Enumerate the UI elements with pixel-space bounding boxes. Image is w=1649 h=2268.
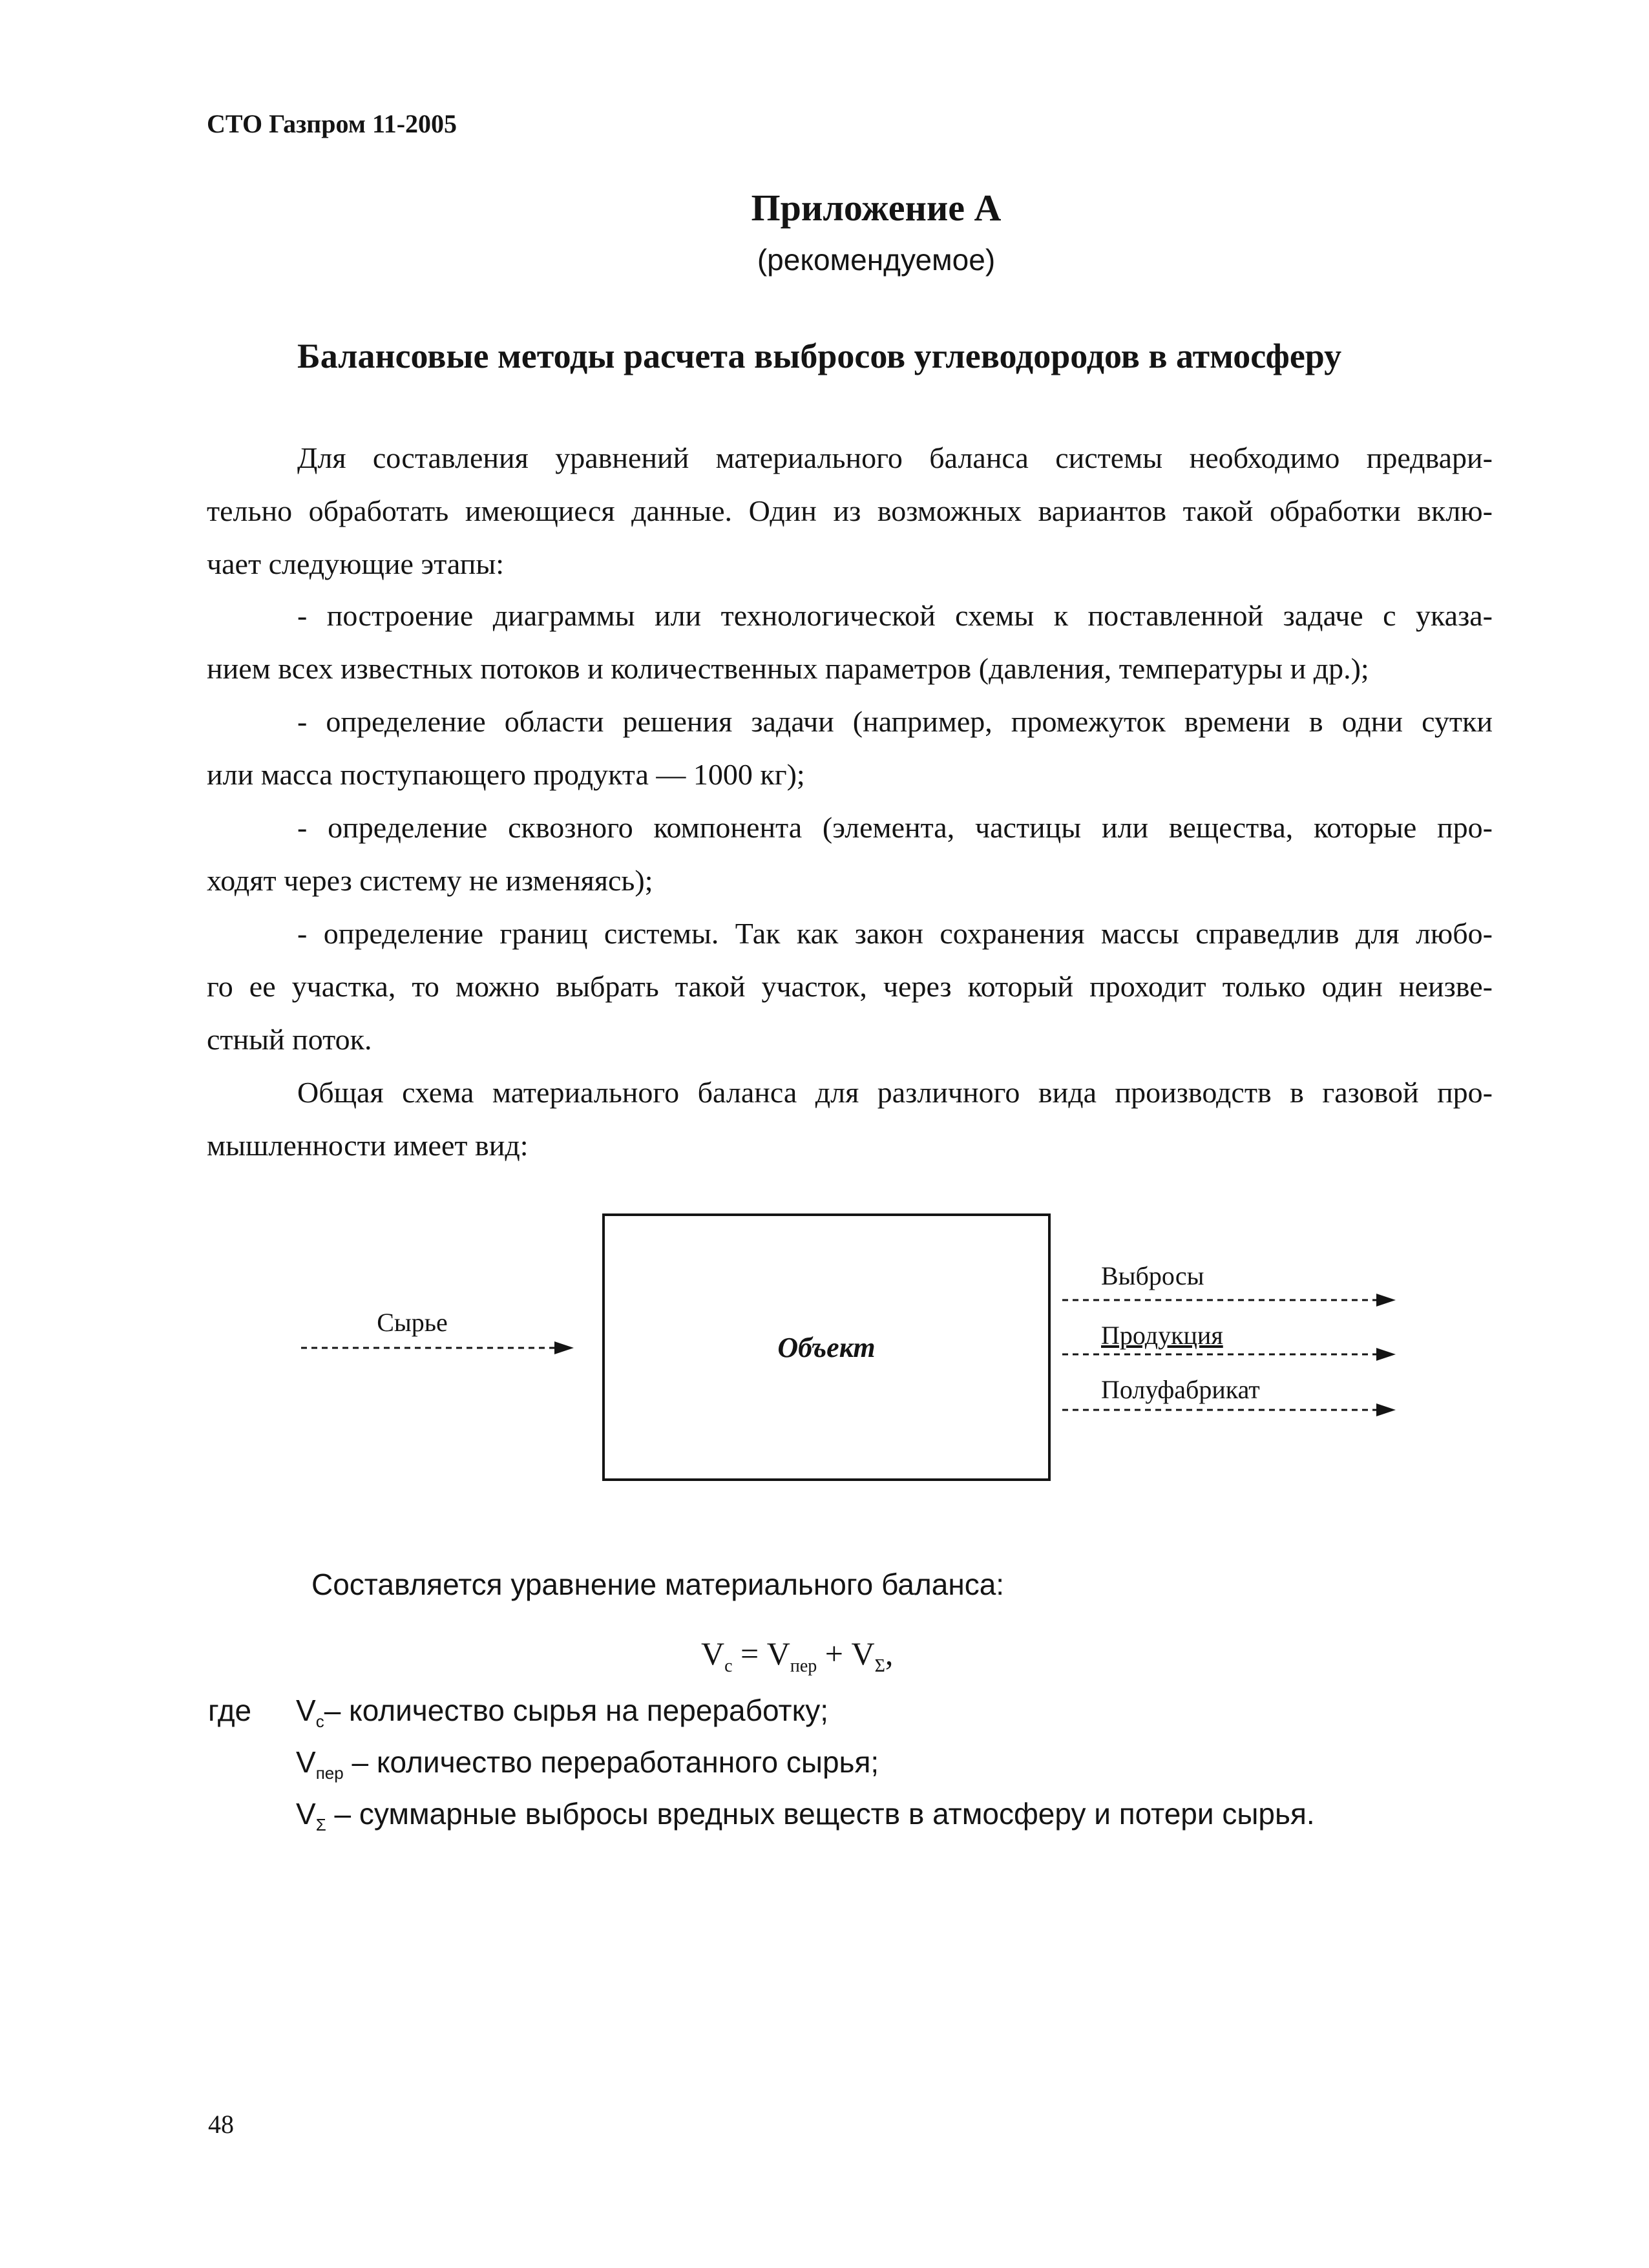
def-symbol: V <box>296 1694 316 1727</box>
eq-term: V <box>851 1635 875 1672</box>
scheme-intro-line: мышленности имеет вид: <box>207 1129 529 1162</box>
def-text: – количество сырья на переработку; <box>324 1694 829 1727</box>
output-arrowhead-icon <box>1376 1294 1396 1307</box>
scheme-intro-paragraph <box>207 1066 1493 1172</box>
eq-subscript: Σ <box>874 1656 885 1676</box>
input-label: Сырье <box>377 1308 448 1337</box>
output-arrowhead-icon <box>1376 1348 1396 1361</box>
step-item <box>207 907 1493 1066</box>
output-label: Продукция <box>1101 1321 1223 1350</box>
eq-punct: , <box>885 1635 894 1672</box>
where-word: где <box>208 1694 252 1727</box>
step-line: нием всех известных потоков и количественных параметров (давления, температуры и др.); <box>207 652 1369 685</box>
output-arrowhead-icon <box>1376 1403 1396 1416</box>
material-balance-diagram <box>284 1202 1422 1499</box>
output-label: Полуфабрикат <box>1101 1375 1260 1404</box>
definition-row <box>296 1745 879 1783</box>
def-subscript: Σ <box>315 1815 326 1835</box>
intro-line: тельно обработать имеющиеся данные. Один из возможных вариантов такой обработки вклю- <box>207 494 1493 527</box>
step-line: или масса поступающего продукта — 1000 кг); <box>207 758 805 791</box>
step-line: - определение области решения задачи (например, промежуток времени в одни сутки <box>297 705 1493 738</box>
eq-subscript: с <box>724 1656 733 1676</box>
page-number: 48 <box>208 2110 234 2139</box>
step-line: го ее участка, то можно выбрать такой участок, через который проходит только один неизве- <box>207 970 1493 1003</box>
def-subscript: пер <box>315 1763 344 1783</box>
eq-operator: + <box>817 1635 852 1672</box>
equation-intro: Составляется уравнение материального баланса: <box>311 1568 1005 1601</box>
definition-row <box>296 1693 828 1732</box>
eq-subscript: пер <box>790 1656 817 1676</box>
def-text: – суммарные выбросы вредных веществ в атмосферу и потери сырья. <box>326 1797 1315 1831</box>
output-label: Выбросы <box>1101 1261 1204 1290</box>
appendix-title: Приложение А <box>751 187 1002 229</box>
balance-equation <box>701 1635 893 1677</box>
step-line: ходят через систему не изменяясь); <box>207 864 653 897</box>
scheme-intro-line: Общая схема материального баланса для различного вида производств в газовой про- <box>297 1076 1493 1109</box>
def-subscript: с <box>315 1712 324 1732</box>
section-title: Балансовые методы расчета выбросов углеводородов в атмосферу <box>297 337 1342 375</box>
def-symbol: V <box>296 1797 316 1831</box>
input-arrowhead-icon <box>554 1341 574 1354</box>
def-text: – количество переработанного сырья; <box>343 1745 879 1779</box>
eq-term: V <box>701 1635 725 1672</box>
step-line: - построение диаграммы или технологической схемы к поставленной задаче с указа- <box>297 599 1493 632</box>
object-label: Объект <box>777 1332 876 1363</box>
intro-line: чает следующие этапы: <box>207 547 504 580</box>
step-line: - определение сквозного компонента (элемента, частицы или вещества, которые про- <box>297 811 1493 844</box>
intro-line: Для составления уравнений материального баланса системы необходимо предвари- <box>297 441 1493 474</box>
step-line: стный поток. <box>207 1023 372 1056</box>
step-item <box>207 589 1493 695</box>
eq-operator: = <box>732 1635 767 1672</box>
definition-row <box>296 1796 1315 1835</box>
step-item <box>207 695 1493 801</box>
document-header: СТО Газпром 11-2005 <box>207 109 457 138</box>
def-symbol: V <box>296 1745 316 1779</box>
appendix-subtitle: (рекомендуемое) <box>757 243 996 277</box>
step-item <box>207 801 1493 907</box>
step-line: - определение границ системы. Так как закон сохранения массы справедлив для любо- <box>297 917 1493 950</box>
intro-paragraph <box>207 432 1493 591</box>
eq-term: V <box>766 1635 790 1672</box>
